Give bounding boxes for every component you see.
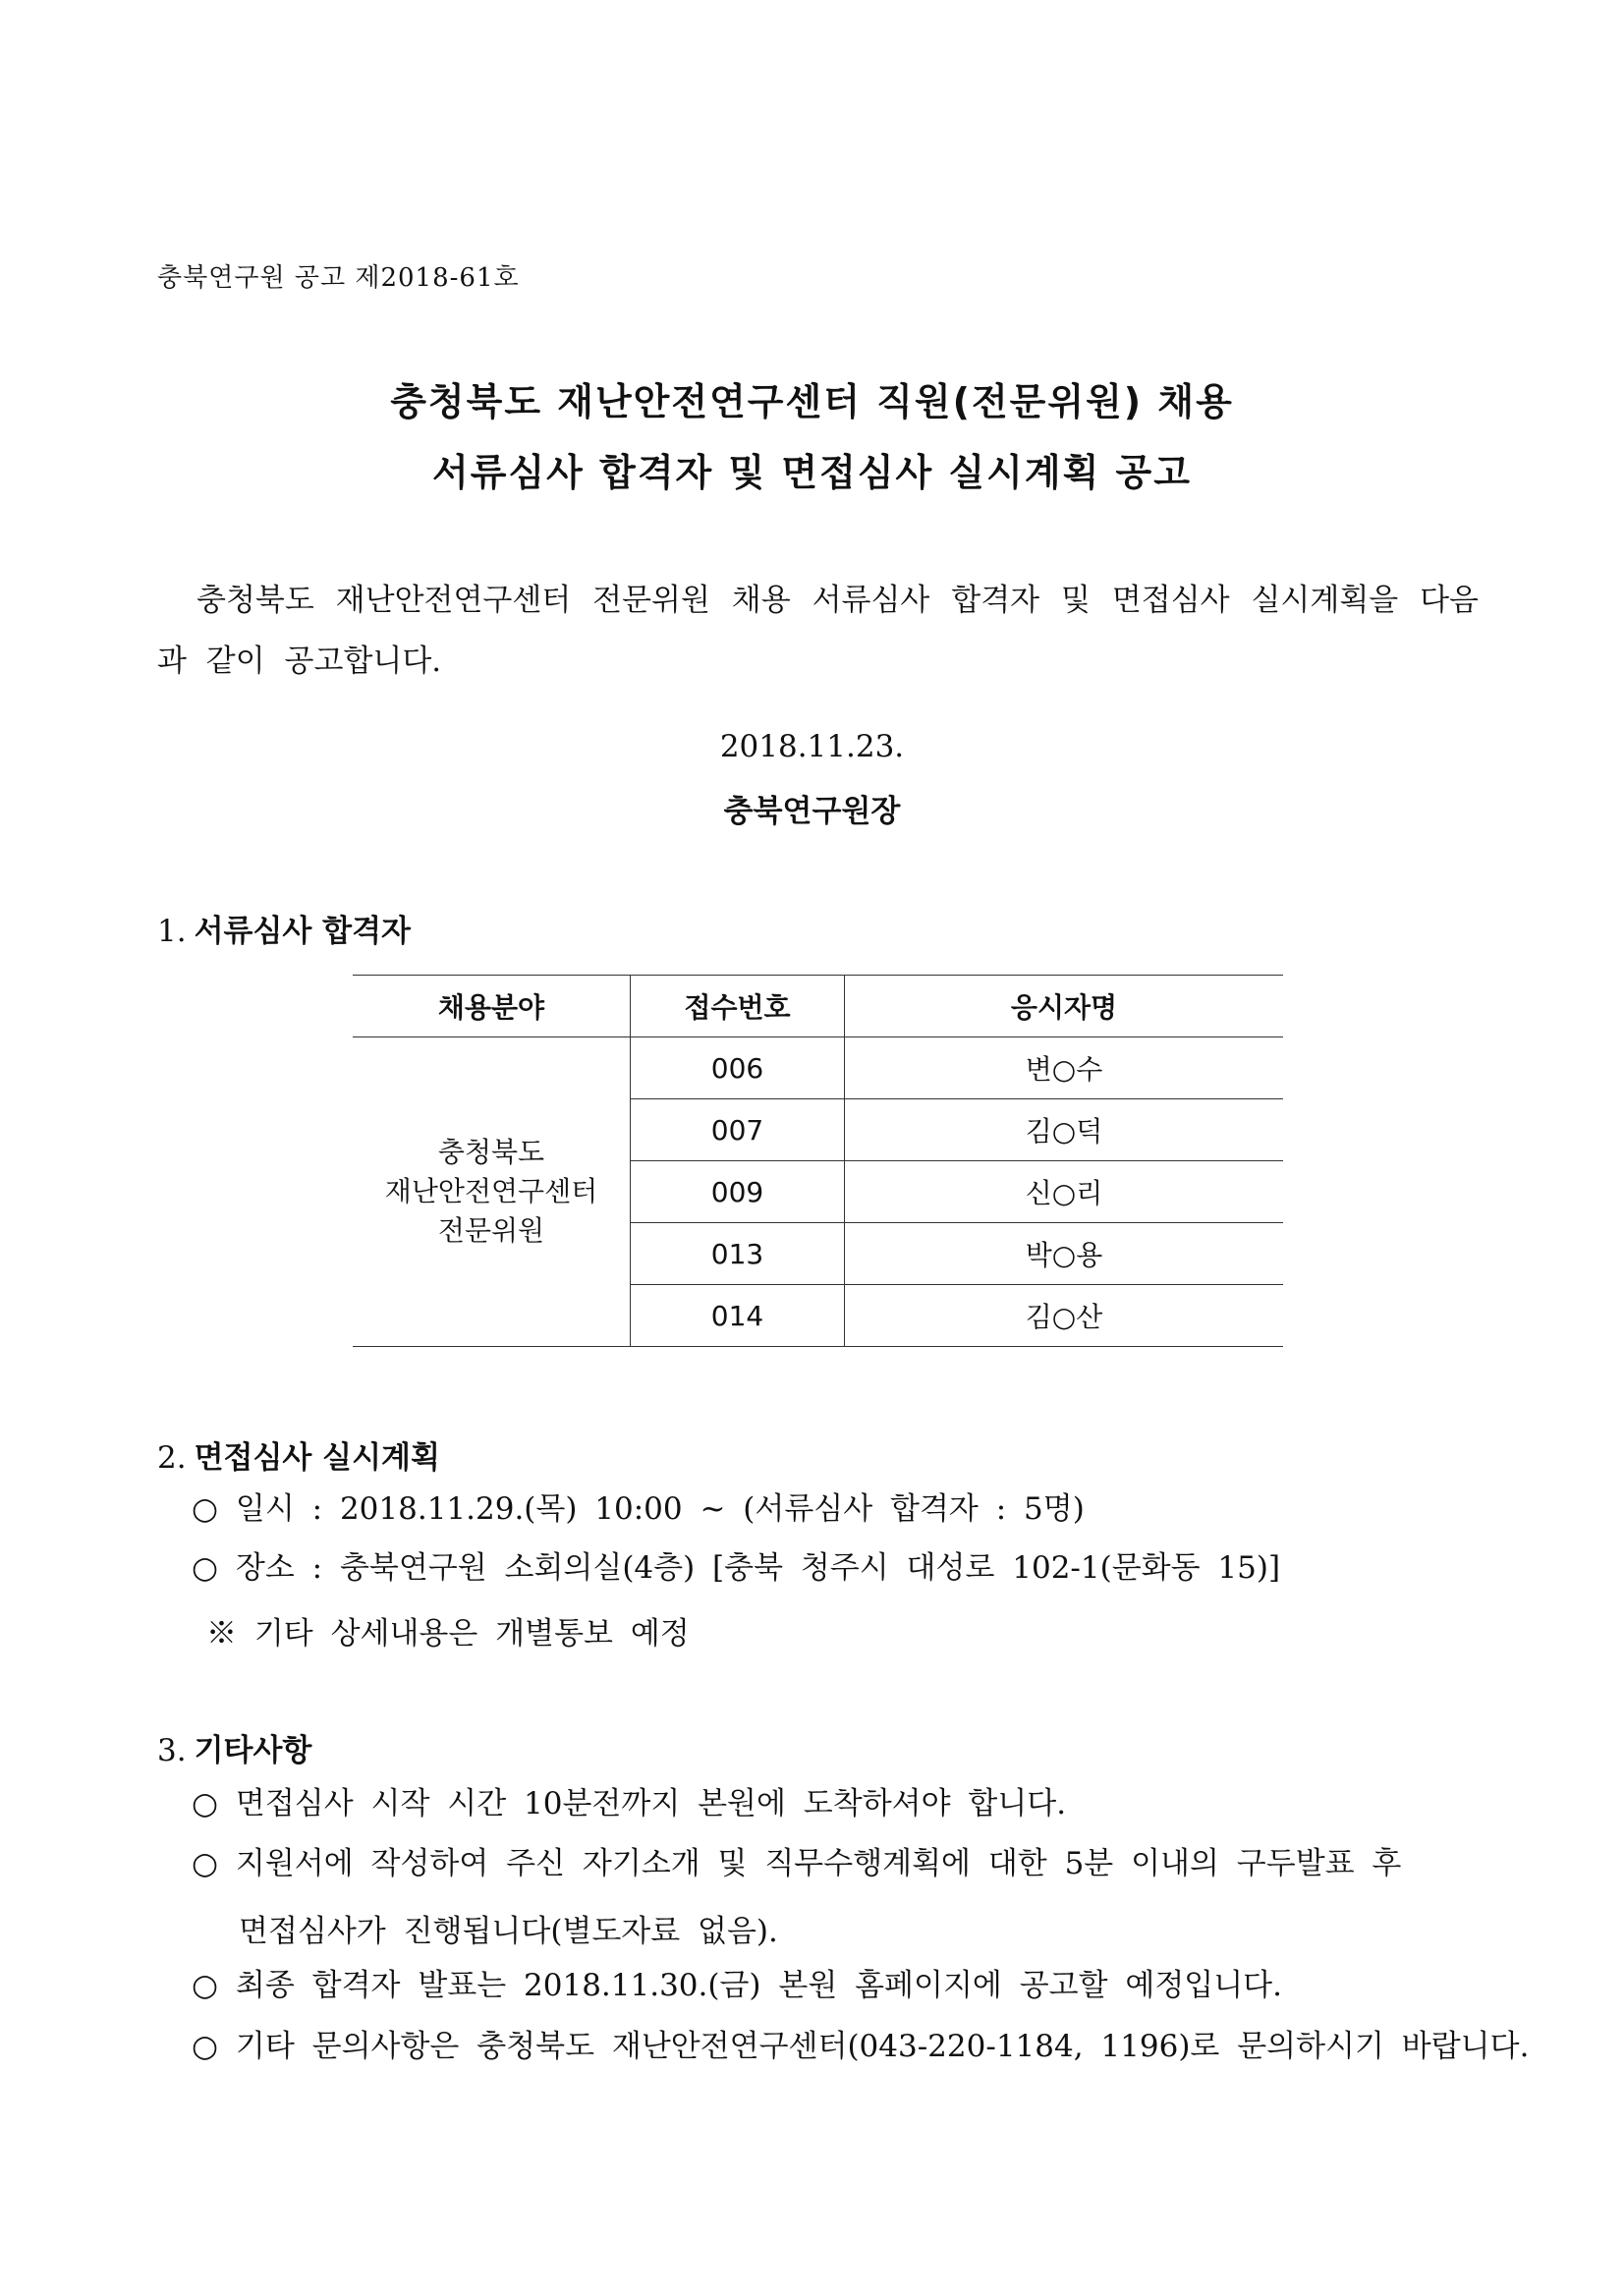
- section-2-title: 면접심사 실시계획: [194, 1440, 440, 1476]
- table-header-row: [353, 976, 1283, 1037]
- title-line-1: 충청북도 재난안전연구센터 직원(전문위원) 채용: [390, 380, 1234, 423]
- document-number: 충북연구원 공고 제2018-61호: [157, 263, 520, 293]
- signer: 충북연구원장: [723, 794, 901, 829]
- intro-paragraph: 충청북도 재난안전연구센터 전문위원 채용 서류심사 합격자 및 면접심사 실시계획을 다음과 같이 공고합니다.: [157, 583, 1479, 679]
- section-2-heading: [157, 1432, 440, 1477]
- misc-item: ○ 지원서에 작성하여 주신 자기소개 및 직무수행계획에 대한 5분 이내의 구두발표 후: [192, 1846, 1402, 1881]
- title-line-2: 서류심사 합격자 및 면접심사 실시계획 공고: [432, 451, 1192, 494]
- applicant-name: 변○수: [845, 1037, 1284, 1099]
- header-field: 채용분야: [353, 976, 631, 1037]
- applicant-name: 김○덕: [845, 1099, 1284, 1161]
- field-line-3: 전문위원: [437, 1214, 545, 1247]
- field-line-2: 재난안전연구센터: [384, 1175, 598, 1207]
- applicant-name: 박○용: [845, 1223, 1284, 1285]
- section-1-number: 1.: [157, 914, 187, 949]
- applicant-number: 013: [631, 1223, 845, 1285]
- applicant-name: 신○리: [845, 1161, 1284, 1223]
- header-number: 접수번호: [631, 976, 845, 1037]
- misc-item: ○ 면접심사 시작 시간 10분전까지 본원에 도착하셔야 합니다.: [192, 1786, 1067, 1821]
- section-3-number: 3.: [157, 1733, 187, 1768]
- applicant-number: 007: [631, 1099, 845, 1161]
- section-1-title: 서류심사 합격자: [194, 914, 411, 949]
- header-name: 응시자명: [845, 976, 1284, 1037]
- misc-item: ○ 기타 문의사항은 충청북도 재난안전연구센터(043-220-1184, 1196)로 문의하시기 바랍니다.: [192, 2029, 1530, 2064]
- applicant-name: 김○산: [845, 1285, 1284, 1347]
- applicant-number: 009: [631, 1161, 845, 1223]
- section-2-number: 2.: [157, 1440, 187, 1476]
- field-line-1: 충청북도: [437, 1136, 545, 1168]
- section-1-heading: [157, 906, 411, 950]
- misc-item-continuation: 면접심사가 진행됩니다(별도자료 없음).: [239, 1914, 778, 1949]
- section-3-heading: [157, 1725, 311, 1769]
- announcement-date: 2018.11.23.: [719, 729, 905, 764]
- location-item: ○ 장소 : 충북연구원 소회의실(4층) [충북 청주시 대성로 102-1(문화동 15)]: [192, 1550, 1281, 1586]
- pass-table: [353, 975, 1283, 1347]
- notice-note: ※ 기타 상세내용은 개별통보 예정: [206, 1616, 690, 1652]
- section-3-title: 기타사항: [194, 1733, 312, 1768]
- field-cell: [353, 1037, 631, 1347]
- misc-item: ○ 최종 합격자 발표는 2018.11.30.(금) 본원 홈페이지에 공고할 예정입니다.: [192, 1968, 1282, 2003]
- table-row: [353, 1037, 1283, 1099]
- schedule-item: ○ 일시 : 2018.11.29.(목) 10:00 ~ (서류심사 합격자 : 5명): [192, 1491, 1085, 1527]
- applicant-number: 014: [631, 1285, 845, 1347]
- applicant-number: 006: [631, 1037, 845, 1099]
